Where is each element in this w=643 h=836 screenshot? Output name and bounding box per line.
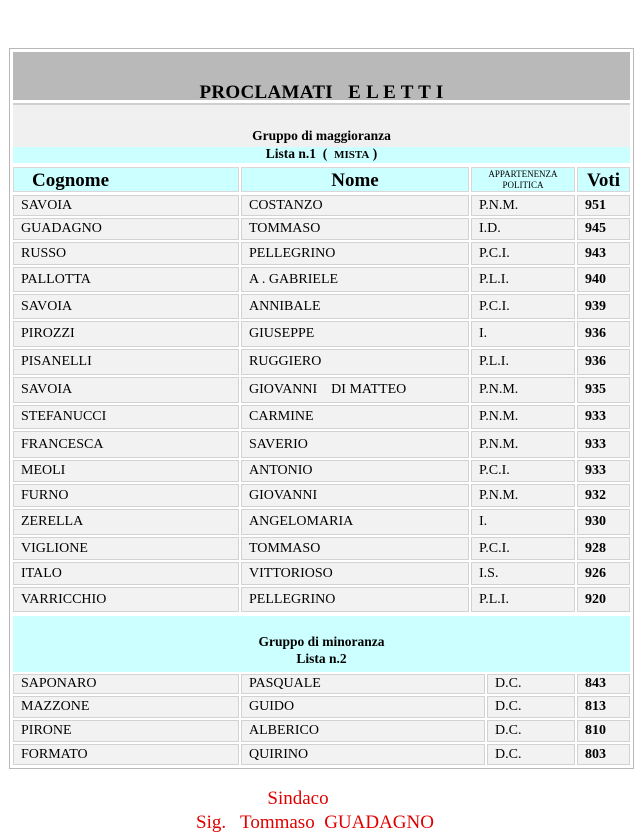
cell-voti: 939 <box>577 294 630 319</box>
cell-partito: P.C.I. <box>471 460 575 482</box>
cell-cognome: MAZZONE <box>13 696 239 718</box>
cell-partito: P.L.I. <box>471 267 575 292</box>
page-title: PROCLAMATI E L E T T I <box>199 82 444 103</box>
cell-voti: 926 <box>577 562 630 585</box>
list-name: MISTA <box>334 149 370 161</box>
cell-partito: P.N.M. <box>471 377 575 403</box>
cell-partito: P.N.M. <box>471 195 575 216</box>
cell-nome: RUGGIERO <box>241 349 469 375</box>
cell-partito: P.L.I. <box>471 587 575 612</box>
cell-cognome: PISANELLI <box>13 349 239 375</box>
cell-voti: 940 <box>577 267 630 292</box>
cell-partito: I.S. <box>471 562 575 585</box>
cell-nome: CARMINE <box>241 405 469 429</box>
cell-voti: 933 <box>577 405 630 429</box>
cell-nome: GIOVANNI <box>241 484 469 507</box>
cell-cognome: FORMATO <box>13 744 239 765</box>
cell-partito: D.C. <box>487 744 575 765</box>
cell-voti: 935 <box>577 377 630 403</box>
title-band <box>13 52 630 103</box>
cell-voti: 936 <box>577 321 630 347</box>
cell-nome: ANNIBALE <box>241 294 469 319</box>
cell-nome: GIUSEPPE <box>241 321 469 347</box>
cell-nome: TOMMASO <box>241 537 469 560</box>
header-nome: Nome <box>241 167 469 192</box>
cell-cognome: SAPONARO <box>13 674 239 694</box>
cell-nome: ALBERICO <box>241 720 485 742</box>
cell-partito: D.C. <box>487 720 575 742</box>
cell-partito: D.C. <box>487 696 575 718</box>
cell-cognome: PIROZZI <box>13 321 239 347</box>
cell-partito: P.C.I. <box>471 294 575 319</box>
cell-voti: 933 <box>577 460 630 482</box>
cell-cognome: VIGLIONE <box>13 537 239 560</box>
cell-nome: SAVERIO <box>241 431 469 458</box>
cell-cognome: STEFANUCCI <box>13 405 239 429</box>
cell-voti: 843 <box>577 674 630 694</box>
cell-cognome: SAVOIA <box>13 195 239 216</box>
cell-cognome: ZERELLA <box>13 509 239 535</box>
cell-partito: D.C. <box>487 674 575 694</box>
cell-voti: 943 <box>577 242 630 265</box>
header-cognome: Cognome <box>13 167 239 192</box>
cell-voti: 810 <box>577 720 630 742</box>
cell-voti: 930 <box>577 509 630 535</box>
cell-partito: I. <box>471 321 575 347</box>
cell-nome: VITTORIOSO <box>241 562 469 585</box>
cell-voti: 813 <box>577 696 630 718</box>
cell-cognome: FRANCESCA <box>13 431 239 458</box>
cell-nome: ANTONIO <box>241 460 469 482</box>
cell-voti: 803 <box>577 744 630 765</box>
header-appartenenza: APPARTENENZA POLITICA <box>471 167 575 192</box>
cell-cognome: RUSSO <box>13 242 239 265</box>
cell-cognome: GUADAGNO <box>13 218 239 240</box>
cell-cognome: PIRONE <box>13 720 239 742</box>
cell-cognome: MEOLI <box>13 460 239 482</box>
cell-nome: ANGELOMARIA <box>241 509 469 535</box>
footer-role: Sindaco <box>267 788 329 809</box>
cell-voti: 932 <box>577 484 630 507</box>
cell-partito: I.D. <box>471 218 575 240</box>
cell-partito: P.C.I. <box>471 242 575 265</box>
cell-partito: P.C.I. <box>471 537 575 560</box>
minority-list-label: Lista n.2 <box>296 651 347 666</box>
cell-nome: QUIRINO <box>241 744 485 765</box>
cell-partito: P.L.I. <box>471 349 575 375</box>
cell-nome: PELLEGRINO <box>241 242 469 265</box>
cell-voti: 928 <box>577 537 630 560</box>
cell-nome: GUIDO <box>241 696 485 718</box>
header-voti: Voti <box>577 167 630 192</box>
cell-nome: A . GABRIELE <box>241 267 469 292</box>
cell-voti: 951 <box>577 195 630 216</box>
cell-cognome: SAVOIA <box>13 294 239 319</box>
cell-cognome: PALLOTTA <box>13 267 239 292</box>
cell-cognome: ITALO <box>13 562 239 585</box>
minority-group-label: Gruppo di minoranza <box>258 634 385 649</box>
cell-partito: P.N.M. <box>471 484 575 507</box>
cell-partito: P.N.M. <box>471 431 575 458</box>
cell-cognome: FURNO <box>13 484 239 507</box>
cell-voti: 945 <box>577 218 630 240</box>
majority-list-label: Lista n.1 ( MISTA ) <box>265 146 378 161</box>
cell-voti: 936 <box>577 349 630 375</box>
cell-nome: GIOVANNI DI MATTEO <box>241 377 469 403</box>
cell-voti: 933 <box>577 431 630 458</box>
cell-nome: PELLEGRINO <box>241 587 469 612</box>
cell-cognome: SAVOIA <box>13 377 239 403</box>
results-table <box>9 48 634 769</box>
footer-name: Sig. Tommaso GUADAGNO <box>196 812 434 833</box>
cell-nome: PASQUALE <box>241 674 485 694</box>
cell-nome: TOMMASO <box>241 218 469 240</box>
cell-partito: I. <box>471 509 575 535</box>
cell-voti: 920 <box>577 587 630 612</box>
majority-group-label: Gruppo di maggioranza <box>252 128 391 143</box>
cell-nome: COSTANZO <box>241 195 469 216</box>
cell-partito: P.N.M. <box>471 405 575 429</box>
cell-cognome: VARRICCHIO <box>13 587 239 612</box>
